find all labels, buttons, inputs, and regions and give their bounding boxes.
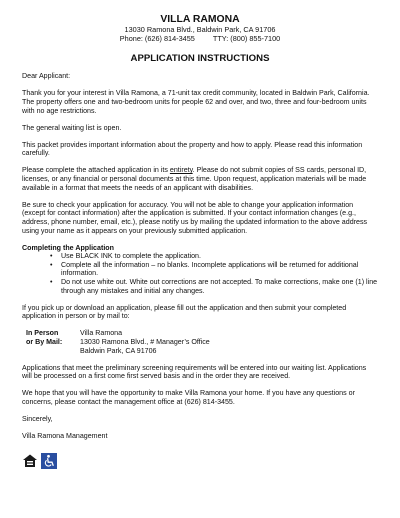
closing: Sincerely, xyxy=(22,415,53,423)
list-item: • Complete all the information – no blanks. Incomplete applications will be returned for additional information. xyxy=(50,261,378,278)
property-name: VILLA RAMONA xyxy=(160,14,240,25)
address-label-in-person: In Person xyxy=(26,329,59,338)
completing-list xyxy=(22,252,378,295)
intro-paragraph: Thank you for your interest in Villa Ramona, a 71-unit tax credit community, located in Baldwin Park, California. The property offers one and two-bedroom units for people 62 and over, and two, three and four-bedroom units with no age restrictions. xyxy=(22,89,370,115)
letterhead xyxy=(22,14,378,43)
complete-text-underlined: entirety xyxy=(169,166,193,175)
document-title: APPLICATION INSTRUCTIONS xyxy=(130,53,270,65)
tty-number: TTY: (800) 855-7100 xyxy=(212,33,281,43)
logo-row xyxy=(22,453,378,469)
list-item: • Do not use white out. White out corrections are not accepted. To make corrections, make one (1) line through any mistakes and initial any changes. xyxy=(50,278,378,295)
accuracy-paragraph: Be sure to check your application for accuracy. You will not be able to change your application information (except for contact information) after the application is submitted. If your contact information changes (e.g., address, phone number, email, etc.), please notify us by mailing the updated information to the above address using your name as it appears on your previously submitted application. xyxy=(22,200,368,235)
completing-heading: Completing the Application xyxy=(22,243,114,252)
packet-paragraph: This packet provides important information about the property and how to apply. Please read this information carefully. xyxy=(22,140,363,158)
complete-text-before: Please complete the attached application in its xyxy=(22,166,170,175)
property-address: 13030 Ramona Blvd., Baldwin Park, CA 91706 xyxy=(124,25,276,34)
address-line: Villa Ramona xyxy=(80,329,123,338)
hope-paragraph: We hope that you will have the opportunity to make Villa Ramona your home. If you have any questions or concerns, please contact the management office at (626) 814-3455. xyxy=(22,389,355,406)
completing-section xyxy=(22,244,378,296)
accessibility-icon xyxy=(41,453,57,469)
list-item: • Use BLACK INK to complete the application. xyxy=(50,252,378,261)
equal-housing-icon xyxy=(22,453,38,469)
signature: Villa Ramona Management xyxy=(22,432,108,441)
salutation: Dear Applicant: xyxy=(22,72,71,81)
address-label-by-mail: or By Mail: xyxy=(26,337,63,346)
complete-text-after: . Please do not submit copies of SS cards, personal ID, licenses, or any financial or personal documents at this time. Upon request, application materials will be made available in a format that meets the needs of an applicant with disabilities. xyxy=(22,166,367,192)
phone-number: Phone: (626) 814-3455 xyxy=(119,33,195,43)
address-line: Baldwin Park, CA 91706 xyxy=(80,346,157,355)
submit-paragraph: If you pick up or download an application, please fill out the application and then submit your completed application in person or by mail to: xyxy=(22,303,347,321)
screening-paragraph: Applications that meet the preliminary screening requirements will be entered into our waiting list. Applications will be processed on a first come first served basis and in the order they are received. xyxy=(22,363,367,381)
mailing-address-block xyxy=(22,329,378,355)
contact-line xyxy=(22,35,378,44)
complete-paragraph xyxy=(22,166,378,192)
waitlist-paragraph: The general waiting list is open. xyxy=(22,123,122,132)
address-labels xyxy=(26,329,76,355)
address-values xyxy=(76,329,210,355)
address-line: 13030 Ramona Blvd., # Manager’s Office xyxy=(80,337,210,346)
